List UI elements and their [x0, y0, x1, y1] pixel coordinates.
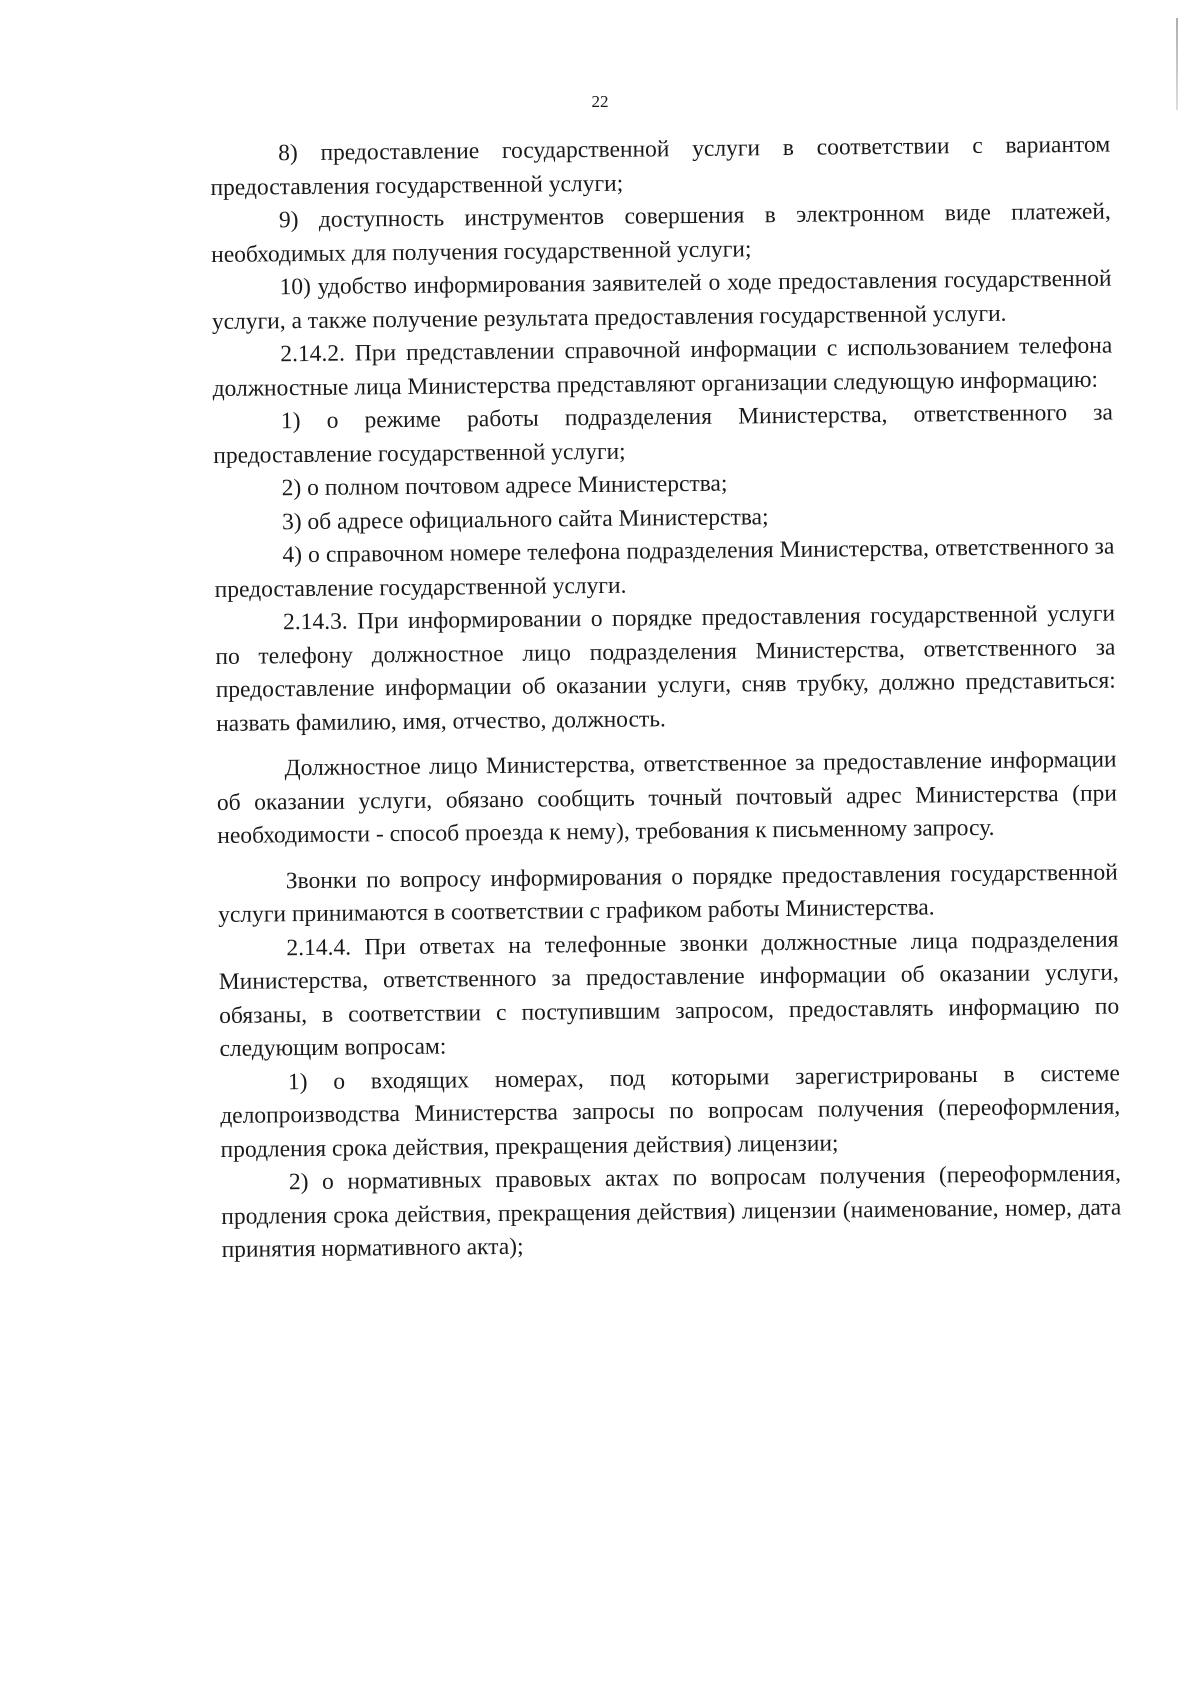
paragraph-2-14-2-item-3: 3) об адресе официального сайта Министерства;: [281, 503, 769, 535]
page-number: 22: [591, 92, 609, 111]
paragraph-item-10: 10) удобство информирования заявителей о ходе предоставления государственной услуги, а также получение результата предоставления государственной услуги.: [211, 265, 1112, 335]
paragraph-2-14-2-item-1: 1) о режиме работы подразделения Министерства, ответственного за предоставление государственной услуги;: [213, 399, 1114, 469]
paragraph-2-14-2: 2.14.2. При представлении справочной информации с использованием телефона должностные лица Министерства представляют организации следующую информацию:: [212, 332, 1113, 402]
paragraph-2-14-2-item-2: 2) о полном почтовом адресе Министерства;: [281, 470, 728, 502]
document-text: [210, 129, 1122, 1268]
paragraph-2-14-2-item-4: 4) о справочном номере телефона подразделения Министерства, ответственного за предоставление государственной услуги.: [214, 533, 1115, 603]
paragraph-item-9: 9) доступность инструментов совершения в электронном виде платежей, необходимых для получения государственной услуги;: [211, 198, 1111, 268]
paragraph-2-14-3: 2.14.3. При информировании о порядке предоставления государственной услуги по телефону должностное лицо подразделения Министерства, ответственного за предоставление информации об оказании услуги, сняв трубку, должно представиться: назвать фамилию, имя, отчество, должность.: [215, 600, 1116, 737]
paragraph-2-14-4-item-1: 1) о входящих номерах, под которыми зарегистрированы в системе делопроизводства Министерства запросы по вопросам получения (переоформления, продления срока действия, прекращения действия) лицензии;: [220, 1060, 1121, 1163]
paragraph-2-14-4: 2.14.4. При ответах на телефонные звонки должностные лица подразделения Министерства, ответственного за предоставление информации об оказании услуги, обязаны, в соответствии с поступившим запросом, предоставлять информацию по следующим вопросам:: [218, 926, 1120, 1062]
paragraph-2-14-4-item-2: 2) о нормативных правовых актах по вопросам получения (переоформления, продления срока действия, прекращения действия) лицензии (наименование, номер, дата принятия нормативного акта);: [221, 1160, 1122, 1263]
paragraph-official-duties: Должностное лицо Министерства, ответственное за предоставление информации об оказании услуги, обязано сообщить точный почтовый адрес Министерства (при необходимости - способ проезда к нему), требования к письменному запросу.: [216, 746, 1118, 849]
paragraph-item-8: 8) предоставление государственной услуги в соответствии с вариантом предоставления государственной услуги;: [210, 131, 1111, 201]
paragraph-calls-schedule: Звонки по вопросу информирования о порядке предоставления государственной услуги принимаются в соответствии с графиком работы Министерства.: [218, 859, 1118, 928]
